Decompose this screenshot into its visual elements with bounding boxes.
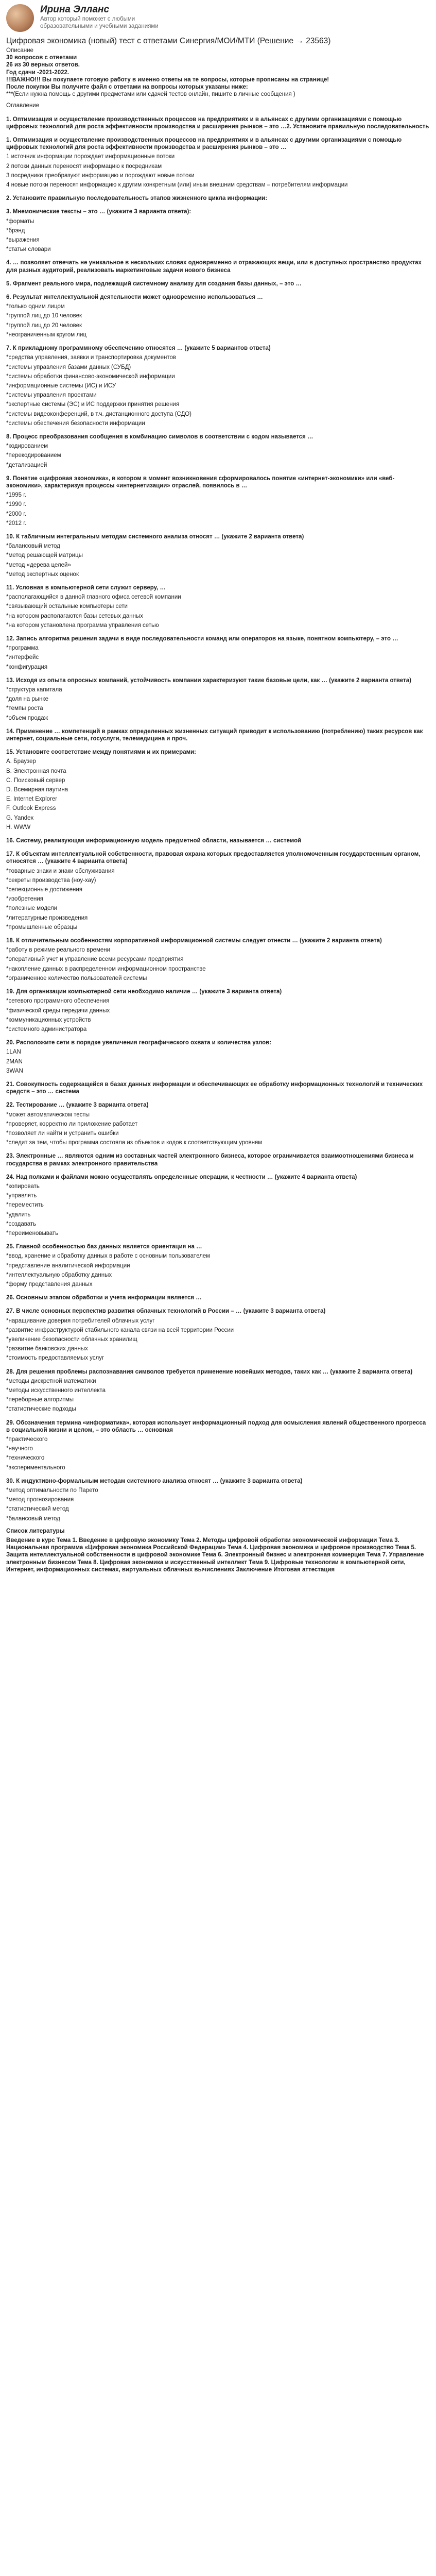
answer-option: *промышленные образцы xyxy=(6,924,78,930)
toc-label: Оглавление xyxy=(6,103,40,109)
answer-option: *системы управления базами данных (СУБД) xyxy=(6,364,131,370)
question-text: 1. Оптимизация и осуществление производственных процессов на предприятиях и в альянсах с другими организациями с помощью цифровых технологий для роста эффективности производства и расширения рынков – это … xyxy=(6,137,402,151)
answer-option: *создавать xyxy=(6,1221,37,1227)
question-text: 5. Фрагмент реального мира, подлежащий системному анализу для создания базы данных, – это … xyxy=(6,280,302,287)
answer-option: *кодированием xyxy=(6,443,48,450)
question-text: 26. Основным этапом обработки и учета информации является … xyxy=(6,1295,202,1301)
answer-option: *связывающий остальные компьютеры сети xyxy=(6,603,128,610)
answer-option: *темпы роста xyxy=(6,705,43,712)
answer-option: *системы управления проектами xyxy=(6,392,97,399)
answer-option: *группой лиц до 10 человек xyxy=(6,313,82,319)
answer-option: *товарные знаки и знаки обслуживания xyxy=(6,868,115,874)
answer-option: *системного администратора xyxy=(6,1026,87,1032)
answer-option: *экспериментального xyxy=(6,1464,65,1471)
question-text: 9. Понятие «цифровая экономика», в котором в момент возникновения сформировалось понятие «интернет-экономики» или «веб-экономики», характеризуя процессы «интернетизации» отраслей, появилось в … xyxy=(6,475,395,489)
answer-option: 2MAN xyxy=(6,1058,23,1065)
answer-option: B. Электронная почта xyxy=(6,768,66,774)
answer-option: *статистический метод xyxy=(6,1506,69,1513)
question-text: 15. Установите соответствие между понятиями и их примерами: xyxy=(6,749,196,756)
question-text: 25. Главной особенностью баз данных является ориентация на … xyxy=(6,1244,202,1250)
answer-option: 3WAN xyxy=(6,1067,23,1074)
answer-option: *переместить xyxy=(6,1202,44,1209)
answer-option: *перекодированием xyxy=(6,452,61,459)
answer-option: 3 посредники преобразуют информацию и порождают новые потоки xyxy=(6,172,195,179)
question-text: 21. Совокупность содержащейся в базах данных информации и обеспечивающих ее обработку информационных технологий и технических средств – это … система xyxy=(6,1081,423,1095)
answer-option: *следит за тем, чтобы программа состояла из объектов и кодов к соответствующим уровням xyxy=(6,1140,263,1146)
answer-option: *копировать xyxy=(6,1183,40,1190)
answer-option: *метод прогнозирования xyxy=(6,1497,74,1503)
author-name[interactable]: Ирина Элланс xyxy=(40,4,110,15)
answer-option: C. Поисковый сервер xyxy=(6,777,65,784)
answer-option: *системы обработки финансово-экономической информации xyxy=(6,373,175,380)
answer-option: *доля на рынке xyxy=(6,696,48,703)
question-text: 27. В числе основных перспектив развития облачных технологий в России – … (укажите 3 варианта ответа) xyxy=(6,1308,326,1315)
answer-option: *информационные системы (ИС) и ИСУ xyxy=(6,382,116,389)
answer-option: *научного xyxy=(6,1446,33,1452)
answer-option: *ограниченное количество пользователей системы xyxy=(6,975,147,981)
question-text: 30. К индуктивно-формальным методам системного анализа относят … (укажите 3 варианта ответа) xyxy=(6,1478,303,1484)
answer-option: *представление аналитической информации xyxy=(6,1262,130,1269)
answer-option: *метод «дерева целей» xyxy=(6,562,71,568)
answer-option: *литературные произведения xyxy=(6,914,88,921)
answer-option: *балансовый метод xyxy=(6,543,60,550)
answer-option: *оперативный учет и управление всеми ресурсами предприятия xyxy=(6,956,184,963)
answer-option: *метод экспертных оценок xyxy=(6,571,79,578)
question-text: 12. Запись алгоритма решения задачи в виде последовательности команд или операторов на языке, понятном компьютеру, – это … xyxy=(6,635,398,642)
question-text: 28. Для решения проблемы распознавания символов требуется применение новейших методов, таких как … (укажите 2 варианта ответа) xyxy=(6,1368,413,1375)
answer-option: *переименовывать xyxy=(6,1230,59,1236)
question-text: 11. Условная в компьютерной сети служит серверу, … xyxy=(6,584,166,591)
question-list xyxy=(6,116,430,1522)
answer-option: *работу в режиме реального времени xyxy=(6,947,111,954)
answer-option: E. Internet Explorer xyxy=(6,796,58,803)
answer-option: *методы дискретной математики xyxy=(6,1378,96,1384)
question-text: 7. К прикладному программному обеспечению относятся … (укажите 5 вариантов ответа) xyxy=(6,345,271,352)
author-info xyxy=(40,3,169,30)
question-text: 6. Результат интеллектуальной деятельности может одновременно использоваться … xyxy=(6,294,263,301)
answer-option: *позволяет ли найти и устранить ошибки xyxy=(6,1130,119,1137)
answer-option: *стоимость предоставляемых услуг xyxy=(6,1355,104,1362)
meta-line-4: !!!ВАЖНО!!! Вы покупаете готовую работу в именно ответы на те вопросы, которые прописаны на странице! xyxy=(6,76,329,83)
answer-option: *развитие банковских данных xyxy=(6,1346,88,1352)
meta-line-3: Год сдачи -2021-2022. xyxy=(6,69,69,76)
question-text: 20. Расположите сети в порядке увеличения географического охвата и количества узлов: xyxy=(6,1040,272,1046)
question-text: 14. Применение … компетенций в рамках определенных жизненных ситуаций приводит к использованию (потреблению) таких ресурсов как интернет, социальные сети, госуслуги, телемедицина и проч. xyxy=(6,728,423,742)
answer-option: *форму представления данных xyxy=(6,1281,93,1287)
answer-option: *1995 г. xyxy=(6,492,27,499)
footer-label: Список литературы xyxy=(6,1528,65,1534)
author-bio: Автор который поможет с любыми образовательными и учебными заданиями xyxy=(40,16,159,29)
answer-option: D. Всемирная паутина xyxy=(6,787,68,793)
answer-option: *метод оптимальности по Парето xyxy=(6,1487,98,1494)
answer-option: *объем продаж xyxy=(6,715,48,721)
meta-line-6: ***(Если нужна помощь с другими предметами или сдачей тестов онлайн, пишите в личные сообщения ) xyxy=(6,91,295,98)
answer-option: *методы искусственного интеллекта xyxy=(6,1387,106,1394)
answer-option: *форматы xyxy=(6,218,34,225)
description-label: Описание xyxy=(6,47,33,54)
question-text: 2. Установите правильную последовательность этапов жизненного цикла информации: xyxy=(6,195,268,202)
answer-option: *экспертные системы (ЭС) и ИС поддержки принятия решения xyxy=(6,401,180,408)
answer-option: *располагающийся в данной главного офиса сетевой компании xyxy=(6,594,181,601)
question-text: 23. Электронные … являются одним из составных частей электронного бизнеса, которое ограничивается взаимоотношениями бизнеса и государства в рамках электронного правительства xyxy=(6,1153,414,1167)
meta-line-5: После покупки Вы получите файл с ответами на вопросы которых указаны ниже: xyxy=(6,84,248,91)
answer-option: *неограниченным кругом лиц xyxy=(6,331,87,338)
answer-option: *коммуникационных устройств xyxy=(6,1016,91,1023)
question-text: 3. Мнемонические тексты – это … (укажите 3 варианта ответа): xyxy=(6,209,191,215)
answer-option: *статьи словари xyxy=(6,246,51,253)
answer-option: 2 потоки данных переносят информацию к посредникам xyxy=(6,163,162,170)
question-text: 10. К табличным интегральным методам системного анализа относят … (укажите 2 варианта ответа) xyxy=(6,533,304,540)
answer-option: G. Yandex xyxy=(6,815,34,821)
answer-option: *1990 г. xyxy=(6,501,27,508)
answer-option: H. WWW xyxy=(6,824,31,831)
doc-title: Цифровая экономика (новый) тест с ответами Синергия/МОИ/МТИ (Решение → 23563) xyxy=(6,37,331,45)
question-text: 22. Тестирование … (укажите 3 варианта ответа) xyxy=(6,1102,149,1109)
answer-option: 1LAN xyxy=(6,1049,21,1056)
answer-option: *накопление данных в распределенном информационном пространстве xyxy=(6,965,206,972)
answer-option: *сетевого программного обеспечения xyxy=(6,998,110,1005)
answer-option: *интерфейс xyxy=(6,654,39,661)
answer-option: *селекционные достижения xyxy=(6,887,82,893)
answer-option: *проверяет, корректно ли приложение работает xyxy=(6,1121,138,1127)
answer-option: *секреты производства (ноу-хау) xyxy=(6,877,96,884)
question-text: 16. Систему, реализующая информационную модель предметной области, называется … системой xyxy=(6,838,302,844)
answer-option: *на котором установлена программа управления сетью xyxy=(6,622,159,629)
question-text: 1. Оптимизация и осуществление производственных процессов на предприятиях и в альянсах с другими организациями с помощью цифровых технологий для роста эффективности производства и расширения рынков – это …2. Установите правильную последовательность xyxy=(6,116,429,130)
answer-option: *балансовый метод xyxy=(6,1515,60,1522)
question-text: 4. … позволяет отвечать не уникальное в нескольких словах одновременно и отражающих вещи, или в доступных пространство продуктах для разных аудиторий, реализовать маркетинговые задачи нового бизнеса xyxy=(6,260,422,274)
answer-option: *развитие инфраструктурой стабильного канала связи на всей территории России xyxy=(6,1327,234,1333)
answer-option: A. Браузер xyxy=(6,758,36,765)
answer-option: *группой лиц до 20 человек xyxy=(6,322,82,329)
question-text: 13. Исходя из опыта опросных компаний, устойчивость компании характеризуют такие базовые цели, как … (укажите 2 варианта ответа) xyxy=(6,677,411,684)
question-text: 19. Для организации компьютерной сети необходимо наличие … (укажите 3 варианта ответа) xyxy=(6,989,282,995)
meta-line-1: 30 вопросов с ответами xyxy=(6,55,77,61)
author-header xyxy=(6,3,430,34)
answer-option: *2000 г. xyxy=(6,511,27,517)
meta-line-2: 26 из 30 верных ответов. xyxy=(6,62,80,69)
author-avatar[interactable] xyxy=(6,4,34,32)
question-text: 18. К отличительным особенностям корпоративной информационной системы следует отнести … (укажите 2 варианта ответа) xyxy=(6,938,382,944)
answer-option: *полезные модели xyxy=(6,905,58,912)
answer-option: *технического xyxy=(6,1455,45,1462)
answer-option: 1 источник информации порождает информационные потоки xyxy=(6,154,175,160)
answer-option: *наращивание доверия потребителей облачных услуг xyxy=(6,1317,155,1324)
answer-option: *детализацией xyxy=(6,462,47,468)
answer-option: *статистические подходы xyxy=(6,1406,76,1413)
answer-option: *конфигурация xyxy=(6,664,48,670)
answer-option: *удалить xyxy=(6,1211,31,1218)
answer-option: *структура капитала xyxy=(6,687,62,693)
answer-option: *практического xyxy=(6,1436,48,1443)
answer-option: *брэнд xyxy=(6,227,25,234)
answer-option: *управлять xyxy=(6,1193,37,1199)
answer-option: *интеллектуальную обработку данных xyxy=(6,1272,112,1278)
answer-option: *метод решающей матрицы xyxy=(6,552,83,559)
answer-option: *системы видеоконференций, в т.ч. дистанционного доступа (СДО) xyxy=(6,411,192,417)
footer-body: Введение в курс Тема 1. Введение в цифровую экономику Тема 2. Методы цифровой обработки экономической информации Тема 3. Национальная программа «Цифровая экономика Российской Федерации» Тема 4. Цифровая экономика и цифровое производство Тема 5. Защита интеллектуальной собственности в цифровой экономике Тема 6. Электронный бизнес и электронная коммерция Тема 7. Управление электронным бизнесом Тема 8. Цифровая экономика и искусственный интеллект Тема 9. Цифровые технологии в компьютерной сети, Интернет, информационных системах, виртуальных облачных вычислениях Заключение Итоговая аттестация xyxy=(6,1537,424,1573)
answer-option: *увеличение безопасности облачных хранилищ xyxy=(6,1336,137,1343)
answer-option: *2012 г. xyxy=(6,520,27,527)
answer-option: *переборные алгоритмы xyxy=(6,1397,74,1403)
answer-option: *может автоматическом тесты xyxy=(6,1111,90,1118)
answer-option: *на котором располагаются базы сетевых данных xyxy=(6,613,143,619)
answer-option: F. Outlook Express xyxy=(6,805,56,812)
answer-option: *средства управления, заявки и транспортировка документов xyxy=(6,354,177,361)
answer-option: *программа xyxy=(6,645,39,652)
answer-option: *ввод, хранение и обработку данных в работе с основным пользователем xyxy=(6,1253,211,1260)
question-text: 8. Процесс преобразования сообщения в комбинацию символов в соответствии с кодом называется … xyxy=(6,433,313,440)
question-text: 29. Обозначения термина «информатика», которая использует информационный подход для осмысления явлений общественного прогресса в социальной жизни и целом, – это область … основная xyxy=(6,1419,426,1433)
question-text: 17. К объектам интеллектуальной собственности, правовая охрана которых предоставляется уполномоченным государственным органом, относятся … (укажите 4 варианта ответа) xyxy=(6,851,421,865)
question-text: 24. Над полками и файлами можно осуществлять определенные операции, к честности … (укажите 4 варианта ответа) xyxy=(6,1174,357,1180)
answer-option: *только одним лицом xyxy=(6,303,65,310)
answer-option: *системы обеспечения безопасности информации xyxy=(6,420,145,427)
answer-option: *изобретения xyxy=(6,896,43,903)
answer-option: *физической среды передачи данных xyxy=(6,1007,110,1014)
answer-option: *выражения xyxy=(6,237,40,244)
answer-option: 4 новые потоки переносят информацию к другим конкретным (или) иным внешним средствам – потребителям информации xyxy=(6,182,348,189)
